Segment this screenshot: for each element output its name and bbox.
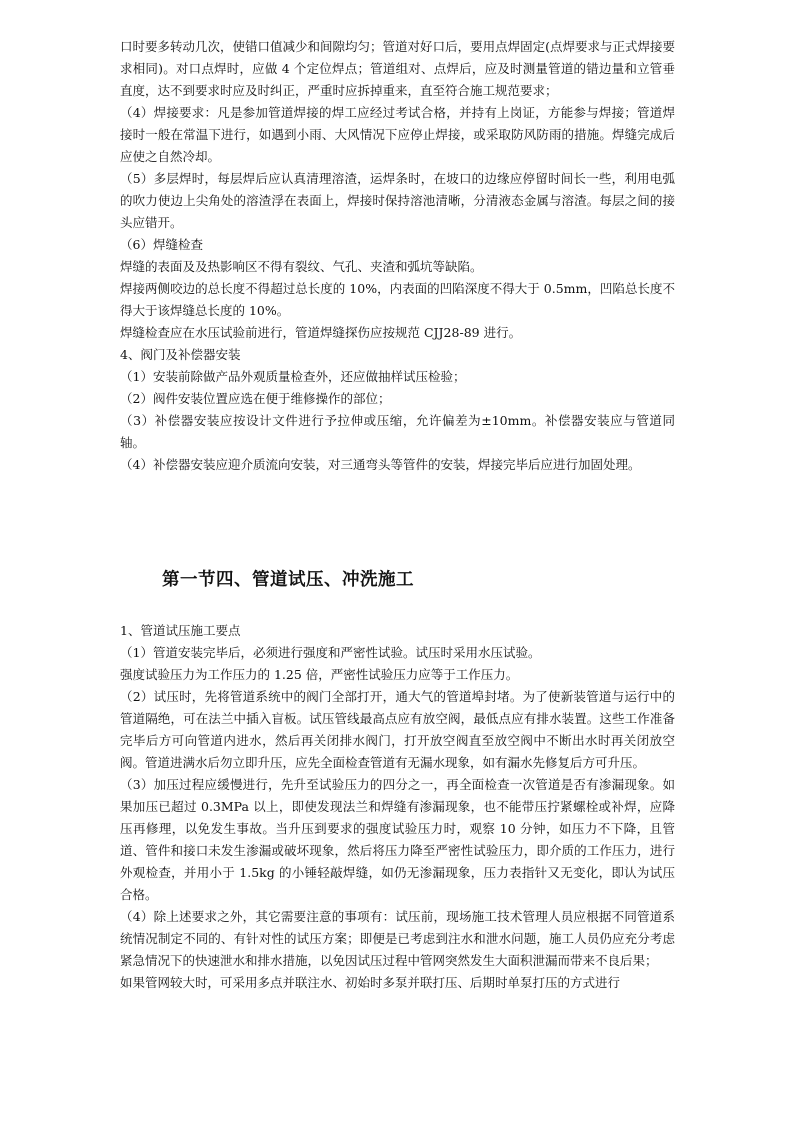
paragraph: 如果管网较大时，可采用多点并联注水、初始时多泵并联打压、后期时单泵打压的方式进行	[120, 975, 621, 990]
paragraph: 焊接两侧咬边的总长度不得超过总长度的 10%，内表面的凹陷深度不得大于 0.5mm，凹陷总长度不得大于该焊缝总长度的 10%。	[120, 281, 675, 318]
paragraph: 强度试验压力为工作压力的 1.25 倍，严密性试验压力应等于工作压力。	[120, 667, 519, 682]
paragraph: （3）加压过程应缓慢进行，先升至试验压力的四分之一，再全面检查一次管道是否有渗漏现象。如果加压已超过 0.3MPa 以上，即使发现法兰和焊缝有渗漏现象，也不能带压拧紧螺栓或补焊，应降压再修理，以免发生事故。当升压到要求的强度试验压力时，观察 10 分钟，如压力不下降，且管道、管件和接口未发生渗漏或破坏现象，然后将压力降至严密性试验压力，即介质的工作压力，进行外观检查，并用小于 1.5kg 的小锤轻敲焊缝，如仍无渗漏现象，压力表指针又无变化，即认为试压合格。	[120, 777, 675, 902]
paragraph: （2）阀件安装位置应选在便于维修操作的部位；	[120, 391, 391, 406]
paragraph: （4）补偿器安装应迎介质流向安装，对三通弯头等管件的安装，焊接完毕后应进行加固处理。	[120, 457, 641, 472]
paragraph: （1）管道安装完毕后，必须进行强度和严密性试验。试压时采用水压试验。	[120, 645, 541, 660]
paragraph: （4）除上述要求之外，其它需要注意的事项有：试压前，现场施工技术管理人员应根据不同管道系统情况制定不同的、有针对性的试压方案；即便是已考虑到注水和泄水问题，施工人员仍应充分考虑紧急情况下的快速泄水和排水措施，以免因试压过程中管网突然发生大面积泄漏而带来不良后果；	[120, 909, 675, 968]
paragraph: 4、阀门及补偿器安装	[120, 347, 241, 362]
paragraph: （4）焊接要求：凡是参加管道焊接的焊工应经过考试合格，并持有上岗证，方能参与焊接；管道焊接时一般在常温下进行，如遇到小雨、大风情况下应停止焊接，或采取防风防雨的措施。焊缝完成后应使之自然冷却。	[120, 105, 675, 164]
paragraph: （2）试压时，先将管道系统中的阀门全部打开，通大气的管道埠封堵。为了使新装管道与运行中的管道隔绝，可在法兰中插入盲板。试压管线最高点应有放空阀，最低点应有排水装置。这些工作准备完毕后方可向管道内进水，然后再关闭排水阀门，打开放空阀直至放空阀中不断出水时再关闭放空阀。管道进满水后勿立即升压，应先全面检查管道有无漏水现象，如有漏水先修复后方可升压。	[120, 689, 675, 770]
section-heading: 第一节四、管道试压、冲洗施工	[162, 570, 414, 590]
paragraph: （1）安装前除做产品外观质量检查外，还应做抽样试压检验；	[120, 369, 466, 384]
paragraph: 口时要多转动几次，使错口值减少和间隙均匀；管道对好口后，要用点焊固定(点焊要求与正式焊接要求相同)。对口点焊时，应做 4 个定位焊点；管道组对、点焊后，应及时测量管道的错边量和立管垂直度，达不到要求时应及时纠正，严重时应拆掉重来，直至符合施工规范要求；	[120, 39, 675, 98]
paragraph: （6）焊缝检查	[120, 237, 203, 252]
paragraph: 焊缝检查应在水压试验前进行，管道焊缝探伤应按规范 CJJ28-89 进行。	[120, 325, 522, 340]
paragraph: 1、管道试压施工要点	[120, 623, 241, 638]
text-section-welding	[120, 36, 675, 476]
text-section-pressure-test	[120, 620, 675, 994]
paragraph: 焊缝的表面及及热影响区不得有裂纹、气孔、夹渣和弧坑等缺陷。	[120, 259, 483, 274]
paragraph: （3）补偿器安装应按设计文件进行予拉伸或压缩，允许偏差为±10mm。补偿器安装应与管道同轴。	[120, 413, 675, 450]
paragraph: （5）多层焊时，每层焊后应认真清理溶渣，运焊条时，在坡口的边缘应停留时间长一些，利用电弧的吹力使边上尖角处的溶渣浮在表面上，焊接时保持溶池清晰，分清液态金属与溶渣。每层之间的接头应错开。	[120, 171, 675, 230]
